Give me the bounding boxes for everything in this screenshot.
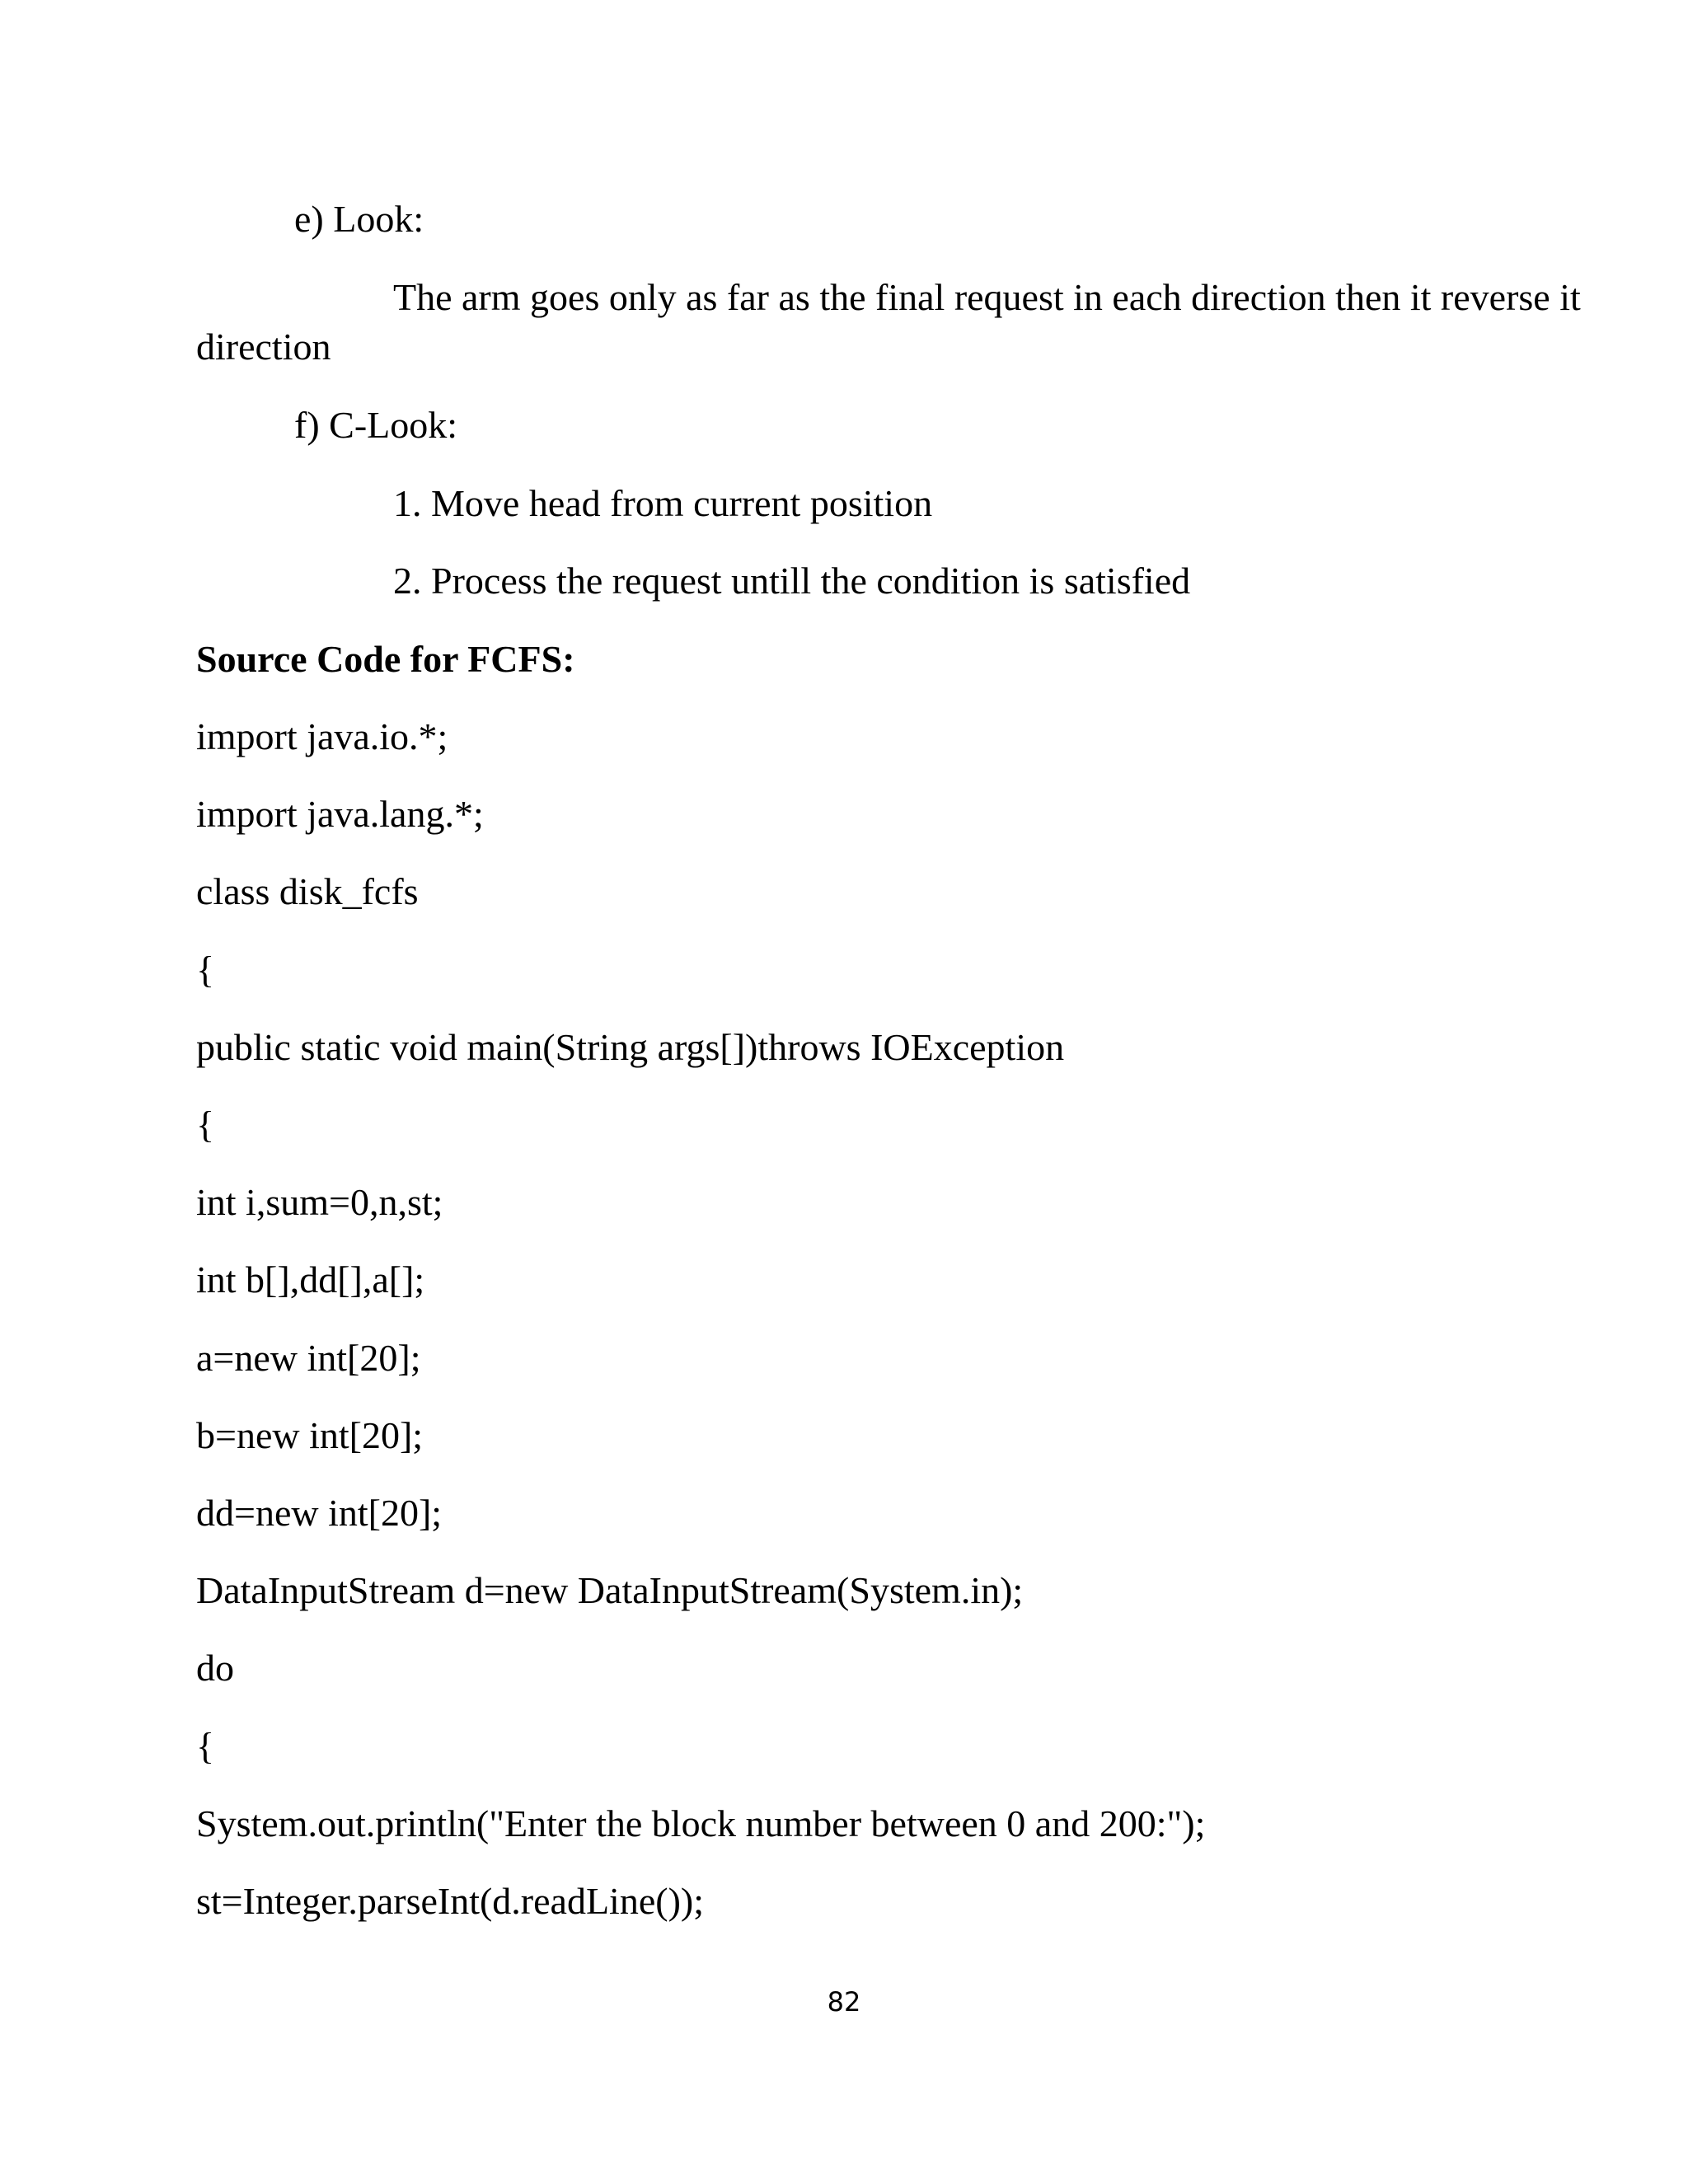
code-line: { bbox=[196, 949, 215, 991]
code-line: { bbox=[196, 1725, 215, 1767]
clook-step: 2. Process the request untill the condition is satisfied bbox=[393, 560, 1191, 602]
code-line: b=new int[20]; bbox=[196, 1414, 424, 1456]
page-number: 82 bbox=[827, 1986, 861, 2018]
look-description: The arm goes only as far as the final request in each direction then it reverse it bbox=[393, 276, 1581, 318]
code-line: st=Integer.parseInt(d.readLine()); bbox=[196, 1880, 704, 1922]
look-heading: e) Look: bbox=[294, 198, 424, 240]
code-line: import java.io.*; bbox=[196, 715, 448, 757]
code-line: { bbox=[196, 1104, 215, 1146]
code-line: int b[],dd[],a[]; bbox=[196, 1258, 425, 1301]
clook-step: 1. Move head from current position bbox=[393, 482, 933, 524]
code-line: System.out.println("Enter the block number between 0 and 200:"); bbox=[196, 1802, 1206, 1844]
code-line: class disk_fcfs bbox=[196, 870, 419, 912]
source-code-heading: Source Code for FCFS: bbox=[196, 638, 575, 680]
code-line: import java.lang.*; bbox=[196, 793, 484, 835]
look-description-continued: direction bbox=[196, 326, 331, 368]
code-line: int i,sum=0,n,st; bbox=[196, 1181, 443, 1223]
code-line: dd=new int[20]; bbox=[196, 1492, 443, 1534]
clook-heading: f) C-Look: bbox=[294, 404, 458, 446]
code-line: do bbox=[196, 1647, 234, 1689]
code-line: public static void main(String args[])throws IOException bbox=[196, 1026, 1065, 1068]
code-line: DataInputStream d=new DataInputStream(System.in); bbox=[196, 1569, 1024, 1611]
code-line: a=new int[20]; bbox=[196, 1337, 421, 1379]
